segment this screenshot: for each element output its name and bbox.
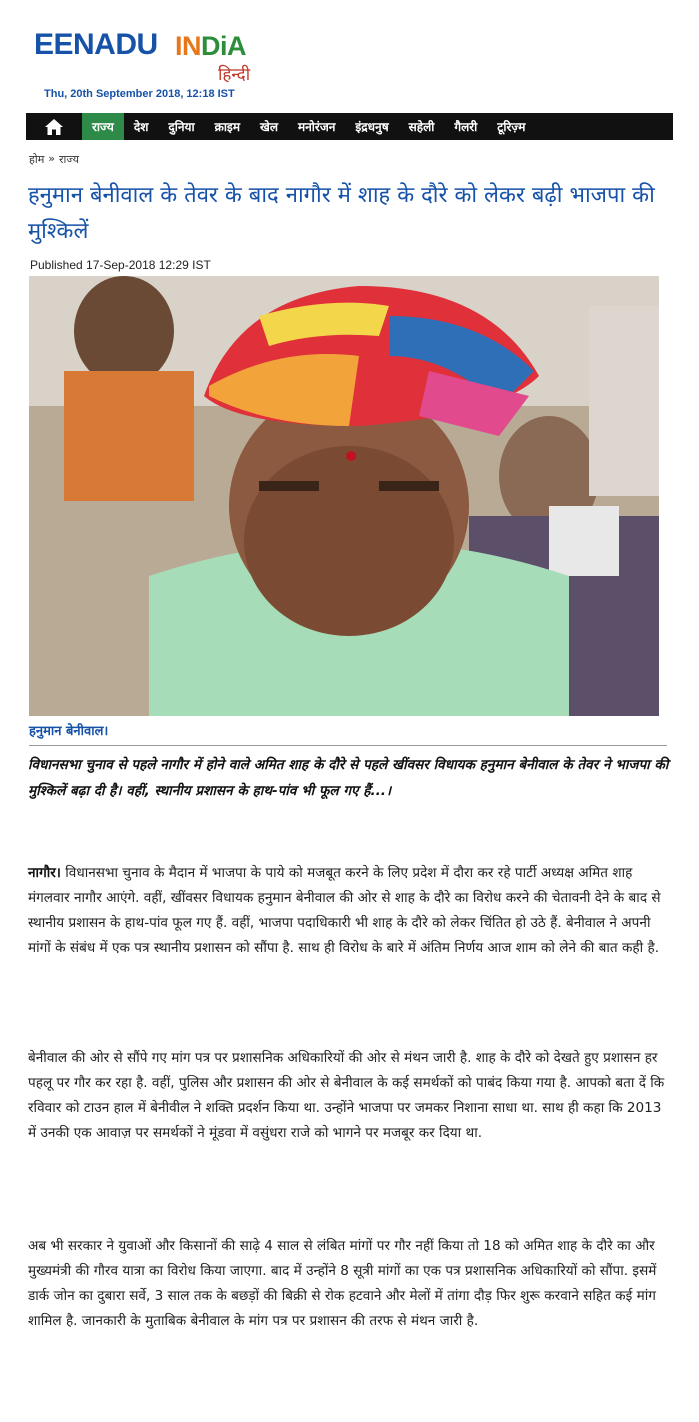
article-summary: विधानसभा चुनाव से पहले नागौर में होने वाले अमित शाह के दौरे से पहले खींवसर विधायक हनुमान बेनीवाल के तेवर ने भाजपा की मुश्किलें बढ़ा दी है। वहीं, स्थानीय प्रशासन के हाथ-पांव भी फूल गए हैं...। bbox=[28, 757, 669, 799]
breadcrumb-separator: » bbox=[48, 152, 56, 165]
nav-item-tourism[interactable]: टूरिज़्म bbox=[497, 120, 526, 134]
nav-item-rajya[interactable]: राज्य bbox=[82, 113, 124, 140]
main-nav bbox=[26, 113, 673, 140]
nav-item-crime[interactable]: क्राइम bbox=[214, 120, 241, 134]
breadcrumb bbox=[29, 152, 79, 167]
breadcrumb-home-link[interactable]: होम bbox=[29, 153, 45, 166]
nav-item-khel[interactable]: खेल bbox=[260, 120, 278, 134]
logo-eenadu-text: EENADU bbox=[34, 28, 158, 61]
nav-item-gallery[interactable]: गैलरी bbox=[454, 120, 478, 134]
article-headline: हनुमान बेनीवाल के तेवर के बाद नागौर में शाह के दौरे को लेकर बढ़ी भाजपा की मुश्किलें bbox=[28, 183, 655, 244]
article-paragraph-2: बेनीवाल की ओर से सौंपे गए मांग पत्र पर प्रशासनिक अधिकारियों की ओर से मंथन जारी है. शाह के दौरे को देखते हुए प्रशासन हर पहलू पर गौर कर रहा है. वहीं, पुलिस और प्रशासन की ओर से बेनीवाल के कई समर्थकों को पाबंद किया गया है. आपको बता दें कि रविवार को टाउन हाल में बेनीवील ने शक्ति प्रदर्शन किया था. उन्होंने भाजपा पर जमकर निशाना साधा था. साथ ही कहा कि 2013 में उनकी एक आवाज़ पर समर्थकों ने मूंडवा में वसुंधरा राजे को भागने पर मजबूर कर दिया था. bbox=[28, 1050, 665, 1141]
home-icon bbox=[44, 118, 64, 136]
nav-home-button[interactable] bbox=[26, 113, 82, 140]
published-timestamp: Published 17-Sep-2018 12:29 IST bbox=[30, 258, 211, 272]
nav-item-indradhanush[interactable]: इंद्रधनुष bbox=[355, 120, 389, 134]
article-paragraph-1-text: विधानसभा चुनाव के मैदान में भाजपा के पाये को मजबूत करने के लिए प्रदेश में दौरा कर रहे पार्टी अध्यक्ष अमित शाह मंगलवार नागौर आएंगे. वहीं, खींवसर विधायक हनुमान बेनीवाल की ओर से शाह के दौरे का विरोध करने की चेतावनी देने के बाद से स्थानीय प्रशासन के हाथ-पांव फूल गए हैं. वहीं, भाजपा पदाधिकारी भी शाह के दौरे को लेकर चिंतित हो उठे हैं. बेनीवाल ने अपनी मांगों के संबंध में एक पत्र स्थानीय प्रशासन को सौंपा है. साथ ही विरोध के बारे में अंतिम निर्णय आज शाम को लेने की बात कही है. bbox=[28, 865, 661, 956]
photo-caption: हनुमान बेनीवाल। bbox=[29, 724, 109, 739]
current-date: Thu, 20th September 2018, 12:18 IST bbox=[44, 88, 235, 100]
breadcrumb-current-link[interactable]: राज्य bbox=[59, 153, 80, 166]
nav-item-manoranjan[interactable]: मनोरंजन bbox=[297, 120, 336, 134]
nav-item-saheli[interactable]: सहेली bbox=[408, 120, 435, 134]
site-logo[interactable] bbox=[34, 28, 294, 88]
logo-india-text: INDiA bbox=[175, 31, 246, 61]
article-photo bbox=[29, 276, 659, 716]
nav-item-desh[interactable]: देश bbox=[133, 120, 149, 134]
article-paragraph-3: अब भी सरकार ने युवाओं और किसानों की साढ़े 4 साल से लंबित मांगों पर गौर नहीं किया तो 18 को अमित शाह के दौरे का और मुख्यमंत्री की गौरव यात्रा का विरोध किया जाएगा. बाद में उन्होंने 8 सूत्री मांगों का एक पत्र प्रशासनिक अधिकारियों को सौंपा. इसमें डार्क जोन का दुबारा सर्वे, 3 साल तक के बछड़ों की बिक्री से रोक हटवाने और मेलों में तांगा दौड़ फिर शुरू करवाने सहित कई मांग शामिल है. जानकारी के मुताबिक बेनीवाल के मांग पत्र पर प्रशासन की तरफ से मंथन जारी है. bbox=[28, 1238, 657, 1329]
article-dateline: नागौर। bbox=[28, 865, 61, 881]
logo-hindi-text: हिन्दी bbox=[218, 65, 251, 85]
nav-item-duniya[interactable]: दुनिया bbox=[168, 120, 195, 134]
caption-divider bbox=[29, 745, 667, 746]
article-paragraph-1 bbox=[28, 861, 671, 961]
